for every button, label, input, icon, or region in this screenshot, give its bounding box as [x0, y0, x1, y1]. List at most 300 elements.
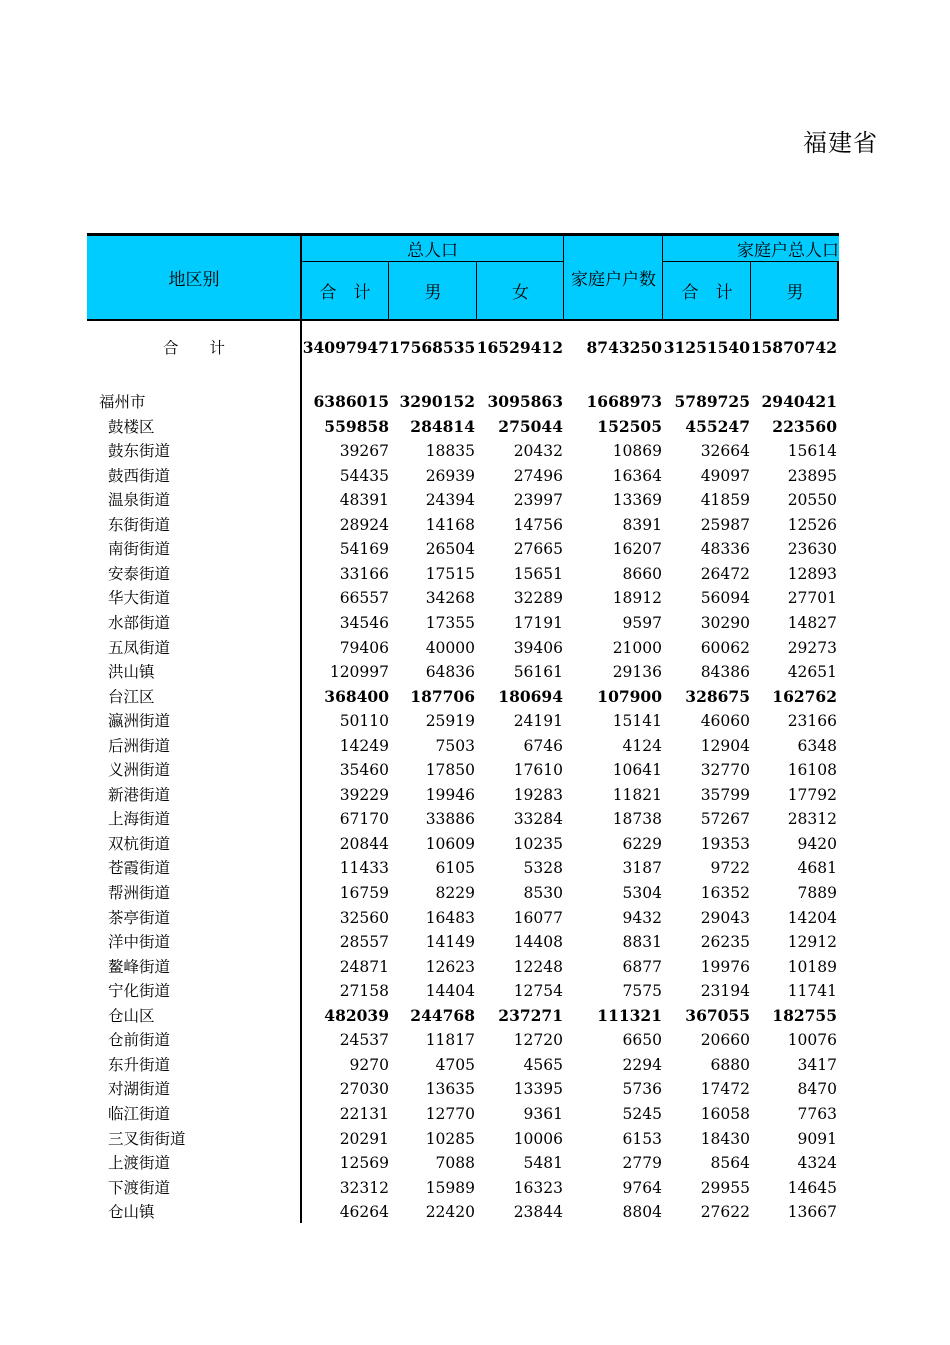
region-name: 仓山镇 [108, 1203, 155, 1222]
table-row [87, 390, 839, 415]
table-row [87, 1028, 839, 1053]
region-name: 三叉街街道 [108, 1129, 186, 1148]
header-total-population: 总人口 [407, 240, 458, 261]
table-row [87, 636, 839, 661]
row-value: 23166 [787, 712, 837, 731]
row-value: 6153 [622, 1129, 662, 1148]
row-value: 46060 [700, 712, 750, 731]
row-value: 67170 [339, 810, 389, 829]
row-value: 32289 [513, 589, 563, 608]
row-value: 25987 [700, 515, 750, 534]
table-row [87, 415, 839, 440]
row-value: 10641 [612, 761, 662, 780]
region-name: 上海街道 [108, 810, 171, 829]
table-row [87, 906, 839, 931]
table-row [87, 1077, 839, 1102]
row-value: 8660 [622, 564, 662, 583]
row-value: 5328 [523, 859, 563, 878]
row-value: 455247 [685, 416, 750, 436]
row-value: 9597 [622, 613, 662, 632]
table-row [87, 979, 839, 1004]
row-value: 3417 [797, 1055, 837, 1074]
header-female: 女 [512, 282, 529, 303]
row-value: 54435 [339, 466, 389, 485]
row-value: 8564 [710, 1154, 750, 1173]
region-name: 鼓西街道 [108, 466, 171, 485]
row-value: 367055 [685, 1005, 750, 1025]
row-value: 4124 [622, 736, 662, 755]
row-value: 7088 [435, 1154, 475, 1173]
row-value: 11433 [339, 859, 389, 878]
row-value: 60062 [700, 638, 750, 657]
row-value: 26939 [425, 466, 475, 485]
row-value: 29955 [700, 1178, 750, 1197]
row-value: 16058 [700, 1104, 750, 1123]
region-name: 后洲街道 [108, 736, 171, 755]
region-name: 帮洲街道 [108, 884, 171, 902]
row-value: 29273 [787, 638, 837, 657]
row-value: 16077 [513, 908, 563, 927]
row-value: 21000 [612, 638, 662, 657]
table-row [87, 611, 839, 636]
row-value: 42651 [787, 663, 837, 682]
row-value: 9420 [797, 834, 837, 853]
row-value: 27158 [339, 982, 389, 1001]
region-name: 上渡街道 [108, 1154, 171, 1173]
row-value: 33284 [513, 810, 563, 829]
row-value: 64836 [425, 663, 475, 682]
row-value: 16207 [612, 540, 662, 559]
row-value: 50110 [339, 712, 389, 731]
row-value: 14645 [787, 1178, 837, 1197]
region-name: 洪山镇 [108, 663, 155, 682]
row-value: 29136 [612, 663, 662, 682]
table-row [87, 1127, 839, 1152]
row-value: 41859 [700, 491, 750, 510]
table-row [87, 930, 839, 955]
table-row [87, 660, 839, 685]
region-name: 东街街道 [108, 515, 171, 534]
row-value: 39406 [513, 638, 563, 657]
row-value: 12893 [787, 564, 837, 583]
table-row [87, 1176, 839, 1201]
header-household-population: 家庭户总人口 [737, 240, 839, 261]
row-value: 8804 [622, 1203, 662, 1222]
row-value: 13635 [425, 1080, 475, 1099]
region-name: 瀛洲街道 [108, 712, 171, 731]
region-name: 苍霞街道 [108, 859, 171, 878]
row-value: 33166 [339, 564, 389, 583]
row-value: 111321 [597, 1005, 662, 1025]
row-value: 6877 [622, 957, 662, 976]
row-value: 6746 [523, 736, 563, 755]
row-value: 25919 [425, 712, 475, 731]
table-row [87, 881, 839, 906]
row-value: 12770 [425, 1104, 475, 1123]
row-value: 24191 [513, 712, 563, 731]
row-value: 23194 [700, 982, 750, 1001]
row-value: 12720 [513, 1031, 563, 1050]
row-value: 7889 [797, 884, 837, 902]
row-value: 24537 [339, 1031, 389, 1050]
row-value: 46264 [339, 1203, 389, 1222]
row-value: 5736 [622, 1080, 662, 1099]
table-row [87, 586, 839, 611]
row-value: 16759 [339, 884, 389, 902]
row-value: 34546 [339, 613, 389, 632]
header-mid-border [301, 261, 564, 262]
header-col-border [662, 235, 663, 319]
region-name: 安泰街道 [108, 564, 171, 583]
row-value: 2940421 [761, 392, 837, 411]
row-value: 5245 [622, 1104, 662, 1123]
table-row [87, 1053, 839, 1078]
header-total: 合 计 [319, 282, 371, 303]
row-value: 107900 [597, 686, 662, 706]
table-row [87, 832, 839, 857]
row-value: 32560 [339, 908, 389, 927]
row-value: 14149 [425, 933, 475, 952]
region-name: 水部街道 [108, 613, 171, 632]
row-value: 32664 [700, 442, 750, 461]
row-value: 14827 [787, 613, 837, 632]
row-value: 20660 [700, 1031, 750, 1050]
region-name: 临江街道 [108, 1104, 171, 1123]
table-row [87, 955, 839, 980]
row-value: 79406 [339, 638, 389, 657]
row-value: 35460 [339, 761, 389, 780]
region-name: 新港街道 [108, 785, 171, 804]
table-row [87, 758, 839, 783]
row-value: 180694 [498, 686, 563, 706]
row-value: 17515 [425, 564, 475, 583]
row-value: 27665 [513, 540, 563, 559]
table-row [87, 488, 839, 513]
row-value: 223560 [772, 416, 837, 436]
row-value: 6348 [797, 736, 837, 755]
row-value: 19283 [513, 785, 563, 804]
row-value: 13369 [612, 491, 662, 510]
row-value: 9091 [797, 1129, 837, 1148]
table-row [87, 513, 839, 538]
row-value: 12754 [513, 982, 563, 1001]
row-value: 8229 [435, 884, 475, 902]
row-value: 9722 [710, 859, 750, 878]
row-value: 23895 [787, 466, 837, 485]
row-value: 17355 [425, 613, 475, 632]
row-value: 18912 [612, 589, 662, 608]
row-value: 28557 [339, 933, 389, 952]
row-value: 5789725 [674, 392, 750, 411]
row-value: 26472 [700, 564, 750, 583]
region-name: 仓山区 [108, 1006, 155, 1025]
region-name: 华大街道 [108, 589, 171, 608]
table-row [87, 464, 839, 489]
row-value: 29043 [700, 908, 750, 927]
region-name: 下渡街道 [108, 1178, 171, 1197]
header-households: 家庭户户数 [571, 269, 656, 290]
row-value: 10609 [425, 834, 475, 853]
row-value: 57267 [700, 810, 750, 829]
row-value: 10235 [513, 834, 563, 853]
region-name: 鳌峰街道 [108, 957, 171, 976]
row-value: 22420 [425, 1203, 475, 1222]
row-value: 14204 [787, 908, 837, 927]
row-value: 9432 [622, 908, 662, 927]
table-row [87, 1151, 839, 1176]
row-value: 19353 [700, 834, 750, 853]
row-value: 11821 [612, 785, 662, 804]
row-value: 16364 [612, 466, 662, 485]
row-value: 24394 [425, 491, 475, 510]
grand-total-value: 17568535 [389, 338, 476, 357]
row-value: 5304 [622, 884, 662, 902]
header-col-border [563, 235, 564, 319]
row-value: 162762 [772, 686, 837, 706]
table-row [87, 1004, 839, 1029]
row-value: 19976 [700, 957, 750, 976]
row-value: 16483 [425, 908, 475, 927]
table-row [87, 562, 839, 587]
row-value: 368400 [324, 686, 389, 706]
row-value: 3095863 [487, 392, 563, 411]
row-value: 26504 [425, 540, 475, 559]
row-value: 8831 [622, 933, 662, 952]
row-value: 2779 [622, 1154, 662, 1173]
row-value: 12912 [787, 933, 837, 952]
row-value: 6880 [710, 1055, 750, 1074]
row-value: 152505 [597, 416, 662, 436]
row-value: 9764 [622, 1178, 662, 1197]
row-value: 328675 [685, 686, 750, 706]
table-row [87, 1200, 839, 1225]
row-value: 11741 [787, 982, 837, 1001]
header-bottom-border [87, 319, 839, 321]
row-value: 39229 [339, 785, 389, 804]
row-value: 17792 [787, 785, 837, 804]
row-value: 11817 [425, 1031, 475, 1050]
row-value: 6229 [622, 834, 662, 853]
row-value: 3290152 [399, 392, 475, 411]
row-value: 6105 [435, 859, 475, 878]
row-value: 48336 [700, 540, 750, 559]
row-value: 27701 [787, 589, 837, 608]
grand-total-value: 16529412 [476, 338, 563, 357]
region-name: 双杭街道 [108, 834, 171, 853]
row-value: 10006 [513, 1129, 563, 1148]
row-value: 16108 [787, 761, 837, 780]
row-value: 17191 [513, 613, 563, 632]
row-value: 10285 [425, 1129, 475, 1148]
row-value: 482039 [324, 1005, 389, 1025]
row-value: 49097 [700, 466, 750, 485]
region-name: 福州市 [99, 393, 146, 411]
row-value: 13395 [513, 1080, 563, 1099]
row-value: 23630 [787, 540, 837, 559]
region-name: 东升街道 [108, 1055, 171, 1074]
row-value: 40000 [425, 638, 475, 657]
row-value: 23844 [513, 1203, 563, 1222]
row-value: 56094 [700, 589, 750, 608]
grand-total-value: 8743250 [586, 338, 662, 357]
row-value: 5481 [523, 1154, 563, 1173]
row-value: 9270 [349, 1055, 389, 1074]
population-table [87, 233, 839, 1223]
row-value: 4681 [797, 859, 837, 878]
row-value: 275044 [498, 416, 563, 436]
row-value: 16352 [700, 884, 750, 902]
table-row [87, 1102, 839, 1127]
grand-total-value: 34097947 [302, 338, 389, 357]
row-value: 7503 [435, 736, 475, 755]
table-row [87, 856, 839, 881]
region-name: 台江区 [108, 687, 155, 706]
grand-total-value: 31251540 [663, 338, 750, 357]
table-row [87, 709, 839, 734]
row-value: 66557 [339, 589, 389, 608]
row-value: 22131 [339, 1104, 389, 1123]
row-value: 26235 [700, 933, 750, 952]
grand-total-row [87, 336, 839, 361]
row-value: 16323 [513, 1178, 563, 1197]
row-value: 4705 [435, 1055, 475, 1074]
row-value: 32770 [700, 761, 750, 780]
row-value: 48391 [339, 491, 389, 510]
row-value: 120997 [329, 663, 389, 682]
region-name: 宁化街道 [108, 982, 171, 1001]
row-value: 14249 [339, 736, 389, 755]
row-value: 10076 [787, 1031, 837, 1050]
row-value: 20844 [339, 834, 389, 853]
row-value: 28312 [787, 810, 837, 829]
region-name: 义洲街道 [108, 761, 171, 780]
table-row [87, 734, 839, 759]
row-value: 18430 [700, 1129, 750, 1148]
row-value: 10869 [612, 442, 662, 461]
table-row [87, 439, 839, 464]
row-value: 13667 [787, 1203, 837, 1222]
region-name: 温泉街道 [108, 491, 171, 510]
header-hh-male: 男 [786, 282, 804, 303]
header-col-border [476, 261, 477, 319]
row-value: 20291 [339, 1129, 389, 1148]
row-value: 12526 [787, 515, 837, 534]
row-value: 35799 [700, 785, 750, 804]
region-name: 鼓楼区 [108, 417, 155, 436]
header-region: 地区别 [168, 269, 220, 290]
row-value: 20550 [787, 491, 837, 510]
grand-total-value: 15870742 [750, 338, 837, 357]
row-value: 187706 [410, 686, 475, 706]
header-top-border [87, 233, 839, 236]
row-value: 4324 [797, 1154, 837, 1173]
row-value: 12623 [425, 957, 475, 976]
table-row [87, 685, 839, 710]
row-value: 32312 [339, 1178, 389, 1197]
header-mid-border [663, 261, 839, 262]
row-value: 2294 [622, 1055, 662, 1074]
row-value: 17472 [700, 1080, 750, 1099]
row-value: 9361 [523, 1104, 563, 1123]
header-right-border [837, 261, 839, 319]
row-value: 7575 [622, 982, 662, 1001]
row-value: 30290 [700, 613, 750, 632]
row-value: 14408 [513, 933, 563, 952]
grand-total-label: 合 计 [162, 339, 225, 357]
row-value: 15651 [513, 564, 563, 583]
row-value: 18835 [425, 442, 475, 461]
row-value: 84386 [700, 663, 750, 682]
row-value: 6386015 [313, 392, 389, 411]
row-value: 237271 [498, 1005, 563, 1025]
row-value: 34268 [425, 589, 475, 608]
header-male: 男 [424, 282, 442, 303]
region-name: 洋中街道 [108, 933, 171, 952]
row-value: 12569 [339, 1154, 389, 1173]
row-value: 8470 [797, 1080, 837, 1099]
row-value: 14168 [425, 515, 475, 534]
row-value: 8391 [622, 515, 662, 534]
row-value: 39267 [339, 442, 389, 461]
row-value: 559858 [324, 416, 389, 436]
row-value: 14756 [513, 515, 563, 534]
row-value: 27622 [700, 1203, 750, 1222]
row-value: 33886 [425, 810, 475, 829]
row-value: 8530 [523, 884, 563, 902]
row-value: 27496 [513, 466, 563, 485]
row-value: 56161 [513, 663, 563, 682]
row-value: 15141 [612, 712, 662, 731]
table-row [87, 783, 839, 808]
row-value: 15989 [425, 1178, 475, 1197]
table-row [87, 807, 839, 832]
row-value: 14404 [425, 982, 475, 1001]
row-value: 284814 [410, 416, 475, 436]
row-value: 28924 [339, 515, 389, 534]
row-value: 4565 [523, 1055, 563, 1074]
row-value: 19946 [425, 785, 475, 804]
region-name: 仓前街道 [108, 1031, 171, 1050]
row-value: 12248 [513, 957, 563, 976]
row-value: 15614 [787, 442, 837, 461]
region-name: 对湖街道 [108, 1080, 171, 1099]
row-value: 1668973 [586, 392, 662, 411]
header-hh-total: 合 计 [681, 282, 733, 303]
row-value: 23997 [513, 491, 563, 510]
row-value: 18738 [612, 810, 662, 829]
row-value: 12904 [700, 736, 750, 755]
header-col-border [388, 261, 389, 319]
row-value: 10189 [787, 957, 837, 976]
region-name: 南街街道 [108, 540, 171, 559]
row-value: 182755 [772, 1005, 837, 1025]
row-value: 20432 [513, 442, 563, 461]
row-value: 6650 [622, 1031, 662, 1050]
row-value: 17610 [513, 761, 563, 780]
row-value: 3187 [622, 859, 662, 878]
row-value: 7763 [797, 1104, 837, 1123]
region-name: 茶亭街道 [108, 908, 171, 927]
row-value: 24871 [339, 957, 389, 976]
row-value: 244768 [410, 1005, 475, 1025]
table-row [87, 537, 839, 562]
region-name: 鼓东街道 [108, 442, 171, 461]
region-name: 五凤街道 [108, 638, 171, 657]
row-value: 17850 [425, 761, 475, 780]
header-col-border [750, 261, 751, 319]
page-title: 福建省 [803, 129, 878, 157]
row-value: 54169 [339, 540, 389, 559]
